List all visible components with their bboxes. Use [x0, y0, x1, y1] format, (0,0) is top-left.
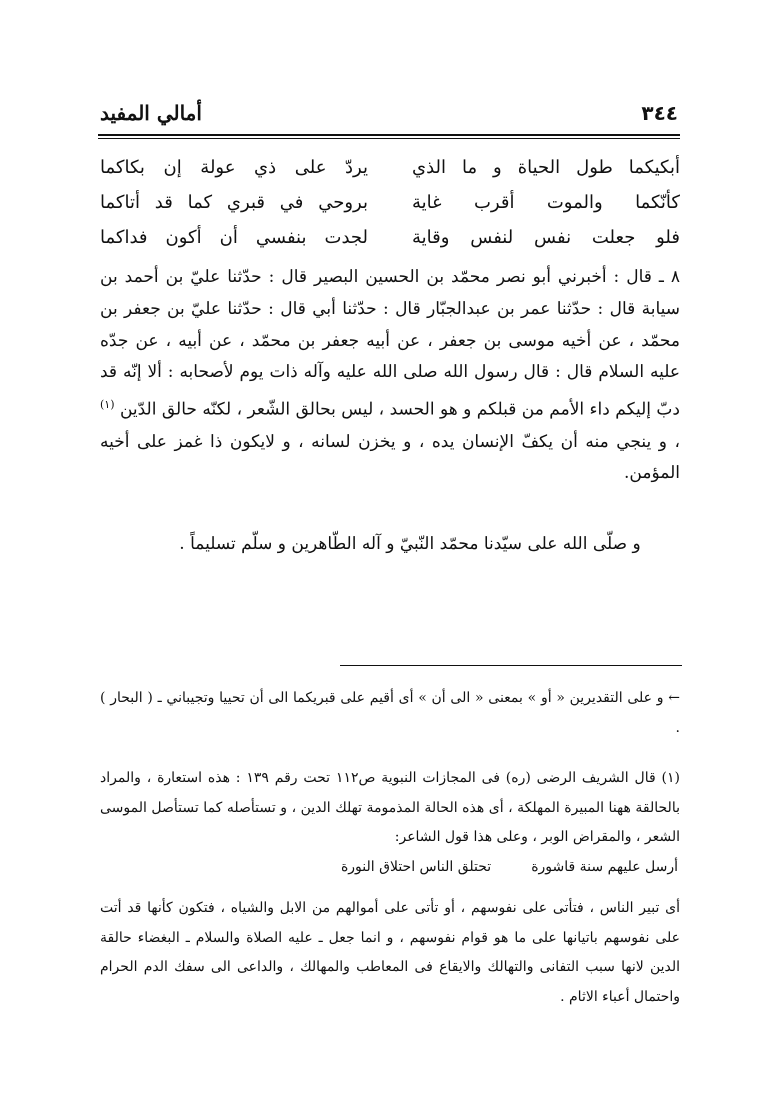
footnote-text: أى تبير الناس ، فتأتى على نفوسهم ، أو تأتى على أموالهم من الابل والشياه ، فتكون كأنها قد أتت على نفوسهم باتيانها على ما هو قوام نفوسهم ، و انما جعل ـ عليه الصلاة والسلام ـ البغضاء حالقة الدين لانها سبب التفانى والتهالك والايقاع فى المعاطب والمهالك ، والداعى الى سفك الدم الحرام واحتمال أعباء الاثام . [100, 900, 680, 1005]
footnote-text: (١) قال الشريف الرضى (ره) فى المجازات النبوية ص١١٢ تحت رقم ١٣٩ : هذه استعارة ، والمراد بالحالقة ههنا المبيرة المهلكة ، أى هذه الحالة المذمومة تهلك الدين ، و تستأصله كما تستأصل الموسى الشعر ، والمقراض الوبر ، وعلى هذا قول الشاعر: [100, 770, 680, 845]
poem-verse [100, 185, 680, 220]
footnote-verse-second: تحتلق الناس احتلاق النورة [340, 858, 492, 875]
verse-second-hemistich: يردّ على ذي عولة إن بكاكما [100, 157, 368, 178]
footnote-rule [340, 665, 682, 666]
hadith-body-end: ، و ينجي منه أن يكفّ الإنسان يده ، و يخزن لسانه ، و لايكون ذا غمز على أخيه المؤمن. [100, 431, 680, 484]
verse-first-hemistich: فلو جعلت نفس لنفس وقاية [412, 227, 680, 248]
hadith-text [100, 262, 680, 490]
verse-first-hemistich: كأنّكما والموت أقرب غاية [412, 192, 680, 213]
verse-first-hemistich: أبكيكما طول الحياة و ما الذي [412, 157, 680, 178]
footnote-verse-first: أرسل عليهم سنة قاشورة [531, 858, 678, 875]
page-number: ٣٤٤ [641, 101, 678, 125]
footnote-verse [100, 853, 680, 883]
footnote-1-continued [100, 894, 680, 1012]
footnote-1 [100, 764, 680, 882]
running-header [100, 96, 678, 130]
header-rule [98, 134, 680, 139]
poem-verse [100, 220, 680, 255]
verse-second-hemistich: لجدت بنفسي أن أكون فداكما [100, 227, 368, 248]
book-title: أمالي المفيد [100, 101, 202, 125]
poem-verse [100, 150, 680, 185]
footnote-continuation [100, 684, 680, 743]
footnote-text: ← و على التقديرين « أو » بمعنى « الى أن » أى أقيم على قبريكما الى أن تحييا وتجيباني ـ ( البحار ) . [100, 690, 680, 736]
poem [100, 150, 680, 255]
verse-second-hemistich: بروحي في قبري كما قد أتاكما [100, 192, 368, 213]
closing-benediction: و صلّى الله على سيّدنا محمّد النّبيّ و آله الطّاهرين و سلّم تسليماً . [179, 534, 641, 554]
hadith-body: ٨ ـ قال : أخبرني أبو نصر محمّد بن الحسين البصير قال : حدّثنا عليّ بن أحمد بن سيابة قال : حدّثنا عمر بن عبدالجبّار قال : حدّثنا أبي قال : حدّثنا عليّ بن جعفر بن محمّد ، عن أخيه موسى بن جعفر ، عن أبيه جعفر بن محمّد ، عن أبيه ، عن جدّه عليه السلام قال : قال رسول الله صلى الله عليه وآله ذات يوم لأصحابه : ألا إنّه قد دبّ إليكم داء الأمم من قبلكم و هو الحسد ، ليس بحالق الشّعر ، لكنّه حالق الدّين [100, 267, 681, 420]
footnote-marker: (١) [100, 398, 115, 412]
